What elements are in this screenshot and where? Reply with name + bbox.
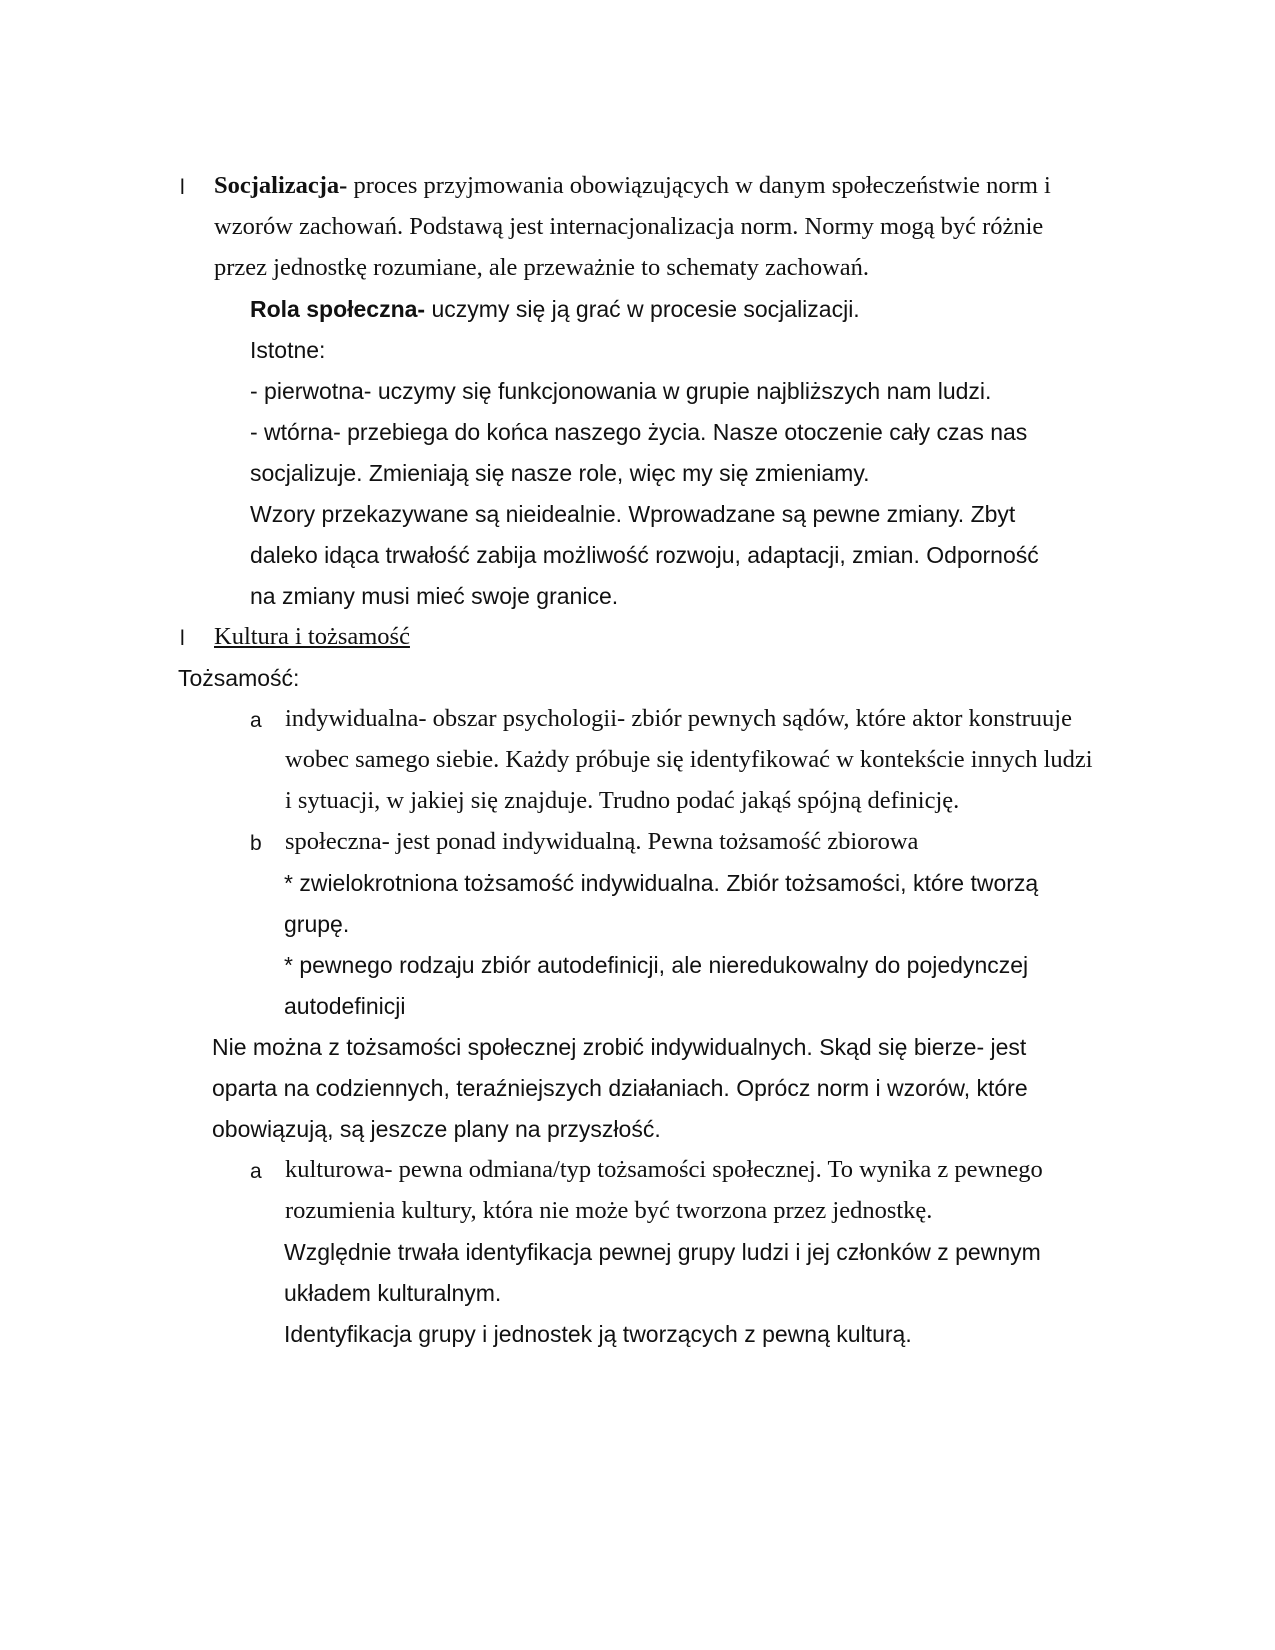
socjalizacja-line-3: przez jednostkę rozumiane, ale przeważnie to schematy zachowań. [214, 254, 870, 281]
list-marker-a: a [250, 709, 262, 732]
paragraph-line-3: obowiązują, są jeszcze plany na przyszłość. [212, 1116, 661, 1142]
indywidualna-line-3: i sytuacji, w jakiej się znajduje. Trudno podać jakąś spójną definicję. [285, 787, 960, 814]
bullet-2-line-1: * pewnego rodzaju zbiór autodefinicji, ale nieredukowalny do pojedynczej [284, 952, 1029, 978]
bullet-1-line-1: * zwielokrotniona tożsamość indywidualna. Zbiór tożsamości, które tworzą [284, 870, 1039, 896]
list-marker-a: a [250, 1160, 262, 1183]
bullet-2-line-2: autodefinicji [284, 993, 406, 1019]
wtorna-line-2: socjalizuje. Zmieniają się nasze role, więc my się zmieniamy. [250, 460, 870, 486]
indywidualna-line-2: wobec samego siebie. Każdy próbuje się identyfikować w kontekście innych ludzi [285, 746, 1093, 773]
kulturowa-sans-line-3: Identyfikacja grupy i jednostek ją tworzących z pewną kulturą. [284, 1321, 912, 1347]
wzory-line-1: Wzory przekazywane są nieidealnie. Wprowadzane są pewne zmiany. Zbyt [250, 501, 1016, 527]
list-marker: l [180, 627, 185, 650]
wzory-line-2: daleko idąca trwałość zabija możliwość rozwoju, adaptacji, zmian. Odporność [250, 542, 1039, 568]
paragraph-line-1: Nie można z tożsamości społecznej zrobić indywidualnych. Skąd się bierze- jest [212, 1034, 1027, 1060]
rola-spoleczna-line: Rola społeczna- uczymy się ją grać w procesie socjalizacji. [250, 296, 860, 322]
paragraph-line-2: oparta na codziennych, teraźniejszych działaniach. Oprócz norm i wzorów, które [212, 1075, 1028, 1101]
bullet-1-line-2: grupę. [284, 911, 350, 937]
indywidualna-line-1: indywidualna- obszar psychologii- zbiór pewnych sądów, które aktor konstruuje [285, 705, 1072, 732]
socjalizacja-line-2: wzorów zachowań. Podstawą jest internacjonalizacja norm. Normy mogą być różnie [214, 213, 1044, 240]
term-socjalizacja: Socjalizacja- [214, 172, 348, 199]
term-rola-spoleczna: Rola społeczna- [250, 296, 426, 322]
pierwotna-line: - pierwotna- uczymy się funkcjonowania w grupie najbliższych nam ludzi. [250, 378, 992, 404]
wtorna-line-1: - wtórna- przebiega do końca naszego życia. Nasze otoczenie cały czas nas [250, 419, 1028, 445]
section-heading-kultura: Kultura i tożsamość [214, 623, 410, 650]
socjalizacja-line-1: Socjalizacja- proces przyjmowania obowiązujących w danym społeczeństwie norm i [214, 172, 1051, 199]
list-marker-b: b [250, 832, 262, 855]
wzory-line-3: na zmiany musi mieć swoje granice. [250, 583, 619, 609]
istotne-label: Istotne: [250, 337, 326, 363]
spoleczna-line: społeczna- jest ponad indywidualną. Pewna tożsamość zbiorowa [285, 828, 919, 855]
kulturowa-sans-line-1: Względnie trwała identyfikacja pewnej grupy ludzi i jej członków z pewnym [284, 1239, 1041, 1265]
kulturowa-line-1: kulturowa- pewna odmiana/typ tożsamości społecznej. To wynika z pewnego [285, 1156, 1043, 1183]
kulturowa-sans-line-2: układem kulturalnym. [284, 1280, 502, 1306]
tozsamosc-label: Tożsamość: [178, 665, 300, 691]
list-marker: l [180, 176, 185, 199]
kulturowa-line-2: rozumienia kultury, która nie może być tworzona przez jednostkę. [285, 1197, 933, 1224]
